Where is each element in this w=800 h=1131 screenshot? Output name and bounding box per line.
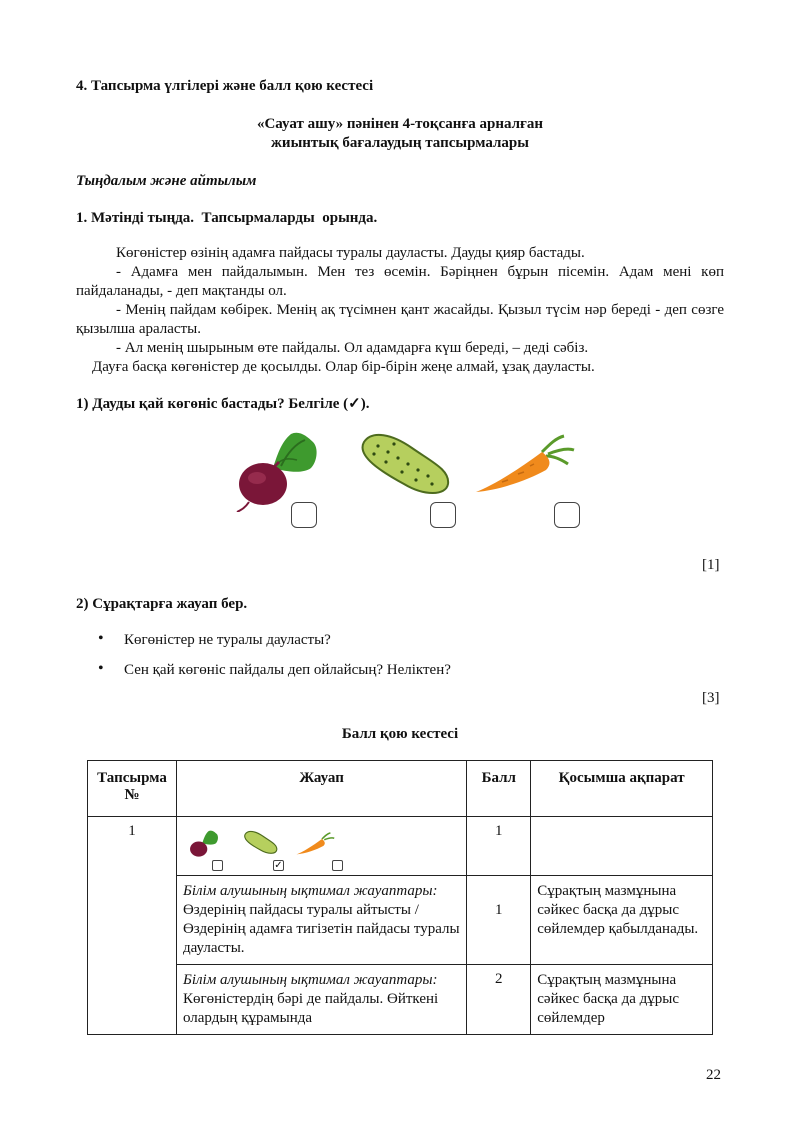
header-info: Қосымша ақпарат — [531, 761, 713, 817]
carrot-small-checkbox — [332, 860, 343, 871]
table-title: Балл қою кестесі — [341, 726, 459, 742]
row2-answer-text: Өздерінің пайдасы туралы айтысты /Өздерінің адамға тигізетін пайдасы туралы дауласты. — [182, 902, 460, 956]
table-header-row — [88, 761, 713, 817]
table-row — [88, 817, 713, 876]
row3-answer-label: Білім алушының ықтимал жауаптары: — [182, 972, 438, 988]
q2-bullet-2: Сен қай көгөніс пайдалы деп ойлайсың? Неліктен? — [124, 662, 451, 678]
carrot-checkbox[interactable] — [554, 502, 580, 528]
cucumber-icon — [358, 430, 454, 496]
question-2: 2) Сұрақтарға жауап бер. — [76, 596, 248, 612]
subsection-title: Тыңдалым және айтылым — [76, 173, 257, 189]
task1-heading: 1. Мәтінді тыңда. Тапсырмаларды орында. — [76, 210, 378, 226]
section-heading: 4. Тапсырма үлгілері және балл қою кестесі — [76, 78, 374, 94]
task-number: 1 — [88, 817, 177, 1035]
title-line-1: «Сауат ашу» пәнінен 4-тоқсанға арналған — [256, 116, 544, 132]
row2-answer-cell — [176, 876, 466, 965]
header-task-line-1: Тапсырма — [97, 770, 167, 786]
table-row — [88, 965, 713, 1035]
cucumber-checkbox[interactable] — [430, 502, 456, 528]
story-paragraph-1: Көгөністер өзінің адамға пайдасы туралы дауласты. Дауды қияр бастады. — [116, 245, 585, 261]
carrot-icon — [472, 434, 576, 496]
header-task-line-2: № — [124, 787, 140, 803]
q2-score: [3] — [702, 690, 720, 706]
row2-score: 1 — [467, 876, 531, 965]
row3-answer-text: Көгөністердің бәрі де пайдалы. Өйткені олардың құрамында — [182, 991, 439, 1026]
header-task — [88, 761, 177, 817]
q2-bullet-1: Көгөністер не туралы дауласты? — [124, 632, 331, 648]
row3-answer-cell — [176, 965, 466, 1035]
row1-info — [531, 817, 713, 876]
title-line-2: жиынтық бағалаудың тапсырмалары — [271, 135, 529, 151]
beet-checkbox[interactable] — [291, 502, 317, 528]
row2-answer-label: Білім алушының ықтимал жауаптары: — [182, 883, 438, 899]
row1-score: 1 — [467, 817, 531, 876]
bullet-marker — [100, 666, 108, 674]
beet-small-checkbox — [212, 860, 223, 871]
row3-info: Сұрақтың мазмұнына сәйкес басқа да дұрыс сөйлемдер — [531, 965, 713, 1035]
story-paragraph-4: - Ал менің шырыным өте пайдалы. Ол адамдарға күш береді, – деді сәбіз. — [116, 340, 589, 356]
page-number: 22 — [706, 1067, 721, 1083]
story-paragraph-5: Дауға басқа көгөністер де қосылды. Олар бір-бірін жеңе алмай, ұзақ дауласты. — [92, 359, 595, 375]
answer-images-cell — [176, 817, 466, 876]
beet-icon — [185, 827, 221, 861]
row2-info: Сұрақтың мазмұнына сәйкес басқа да дұрыс сөйлемдер қабылданады. — [531, 876, 713, 965]
row3-score: 2 — [467, 965, 531, 1035]
cucumber-small-checkbox-checked: ✓ — [274, 860, 283, 871]
story-paragraph-3: - Менің пайдам көбірек. Менің ақ түсімнен қант жасайды. Қызыл түсім нәр береді - деп сөзге қызылша араласты. — [76, 302, 724, 337]
table-row — [88, 876, 713, 965]
header-score: Балл — [467, 761, 531, 817]
score-table — [87, 760, 713, 1035]
carrot-icon — [295, 831, 335, 857]
beet-icon — [225, 428, 325, 512]
header-answer: Жауап — [176, 761, 466, 817]
q1-score: [1] — [702, 557, 720, 573]
question-1: 1) Дауды қай көгөніс бастады? Белгіле (✓). — [76, 396, 370, 412]
story-paragraph-2: - Адамға мен пайдалымын. Мен тез өсемін. Бәріңнен бұрын пісемін. Адам мені көп пайдаланады, - деп мақтанды ол. — [76, 264, 724, 299]
cucumber-icon — [243, 829, 279, 855]
bullet-marker — [100, 636, 108, 644]
